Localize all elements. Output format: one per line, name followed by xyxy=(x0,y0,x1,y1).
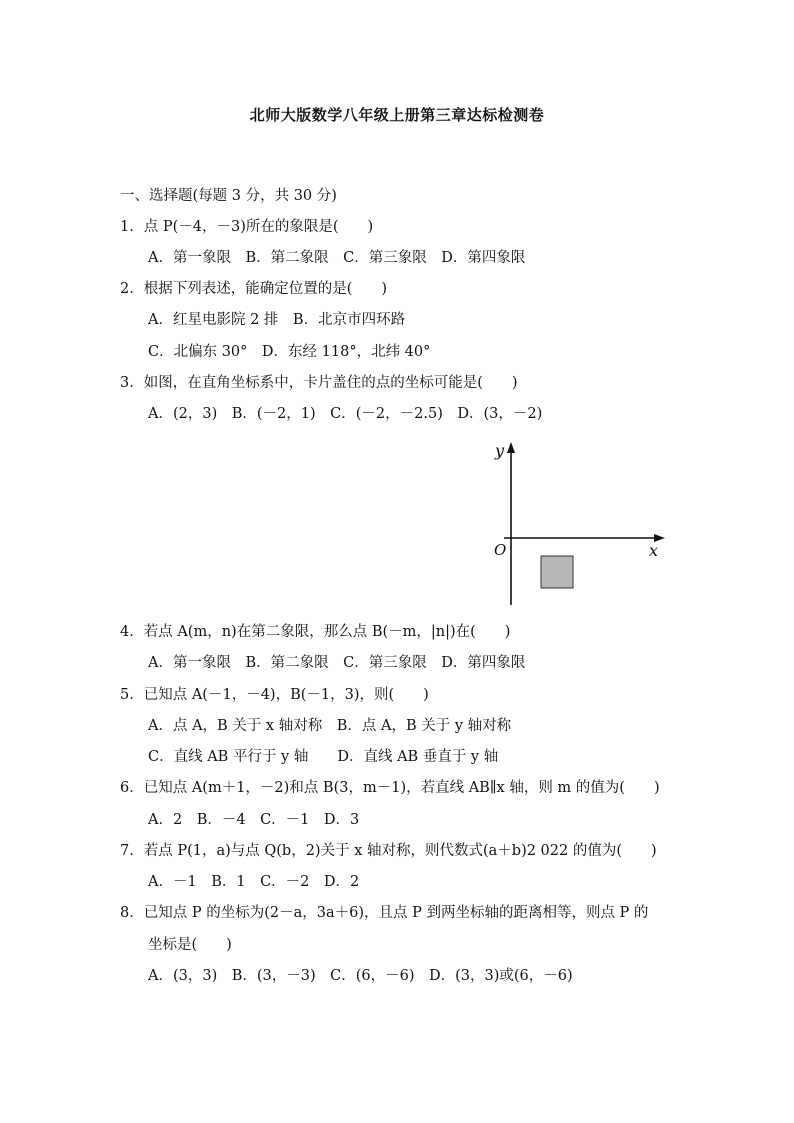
covering-card xyxy=(541,556,573,588)
question-8: 8．已知点 P 的坐标为(2－a，3a＋6)，且点 P 到两坐标轴的距离相等，则点 P 的 xyxy=(120,905,649,921)
section-heading: 一、选择题(每题 3 分，共 30 分) xyxy=(120,188,337,204)
question-8-options: A．(3，3) B．(3，－3) C．(6，－6) D．(3，3)或(6，－6) xyxy=(148,968,573,984)
question-2-options-a-b: A．红星电影院 2 排 B．北京市四环路 xyxy=(148,312,406,328)
question-7: 7．若点 P(1，a)与点 Q(b，2)关于 x 轴对称，则代数式(a＋b)2 022 的值为( ) xyxy=(120,843,657,859)
question-2: 2．根据下列表述，能确定位置的是( ) xyxy=(120,281,388,297)
x-axis-label: x xyxy=(649,541,659,560)
question-4-options: A．第一象限 B．第二象限 C．第三象限 D．第四象限 xyxy=(148,655,526,671)
question-5-options-a-b: A．点 A，B 关于 x 轴对称 B．点 A，B 关于 y 轴对称 xyxy=(148,718,512,734)
question-1-options: A．第一象限 B．第二象限 C．第三象限 D．第四象限 xyxy=(148,250,526,266)
page-title: 北师大版数学八年级上册第三章达标检测卷 xyxy=(249,106,545,124)
question-5-options-c-d: C．直线 AB 平行于 y 轴 D．直线 AB 垂直于 y 轴 xyxy=(148,749,499,765)
question-3: 3．如图，在直角坐标系中，卡片盖住的点的坐标可能是( ) xyxy=(120,375,518,391)
coordinate-figure xyxy=(486,440,666,610)
question-6-options: A．2 B．－4 C．－1 D．3 xyxy=(148,812,360,828)
question-7-options: A．－1 B．1 C．－2 D．2 xyxy=(148,874,360,890)
origin-label: O xyxy=(494,541,507,559)
question-4: 4．若点 A(m，n)在第二象限，那么点 B(－m，|n|)在( ) xyxy=(120,624,511,640)
question-3-options: A．(2，3) B．(－2，1) C．(－2，－2.5) D．(3，－2) xyxy=(148,406,543,422)
question-2-options-c-d: C．北偏东 30° D．东经 118°，北纬 40° xyxy=(148,344,431,360)
question-1: 1．点 P(－4，－3)所在的象限是( ) xyxy=(120,219,374,235)
y-axis-label: y xyxy=(495,441,505,460)
y-axis-arrow xyxy=(507,442,515,453)
question-8-continued: 坐标是( ) xyxy=(148,937,232,953)
question-6: 6．已知点 A(m＋1，－2)和点 B(3，m－1)，若直线 AB∥x 轴，则 m 的值为( ) xyxy=(120,780,660,796)
question-5: 5．已知点 A(－1，－4)，B(－1，3)，则( ) xyxy=(120,687,429,703)
